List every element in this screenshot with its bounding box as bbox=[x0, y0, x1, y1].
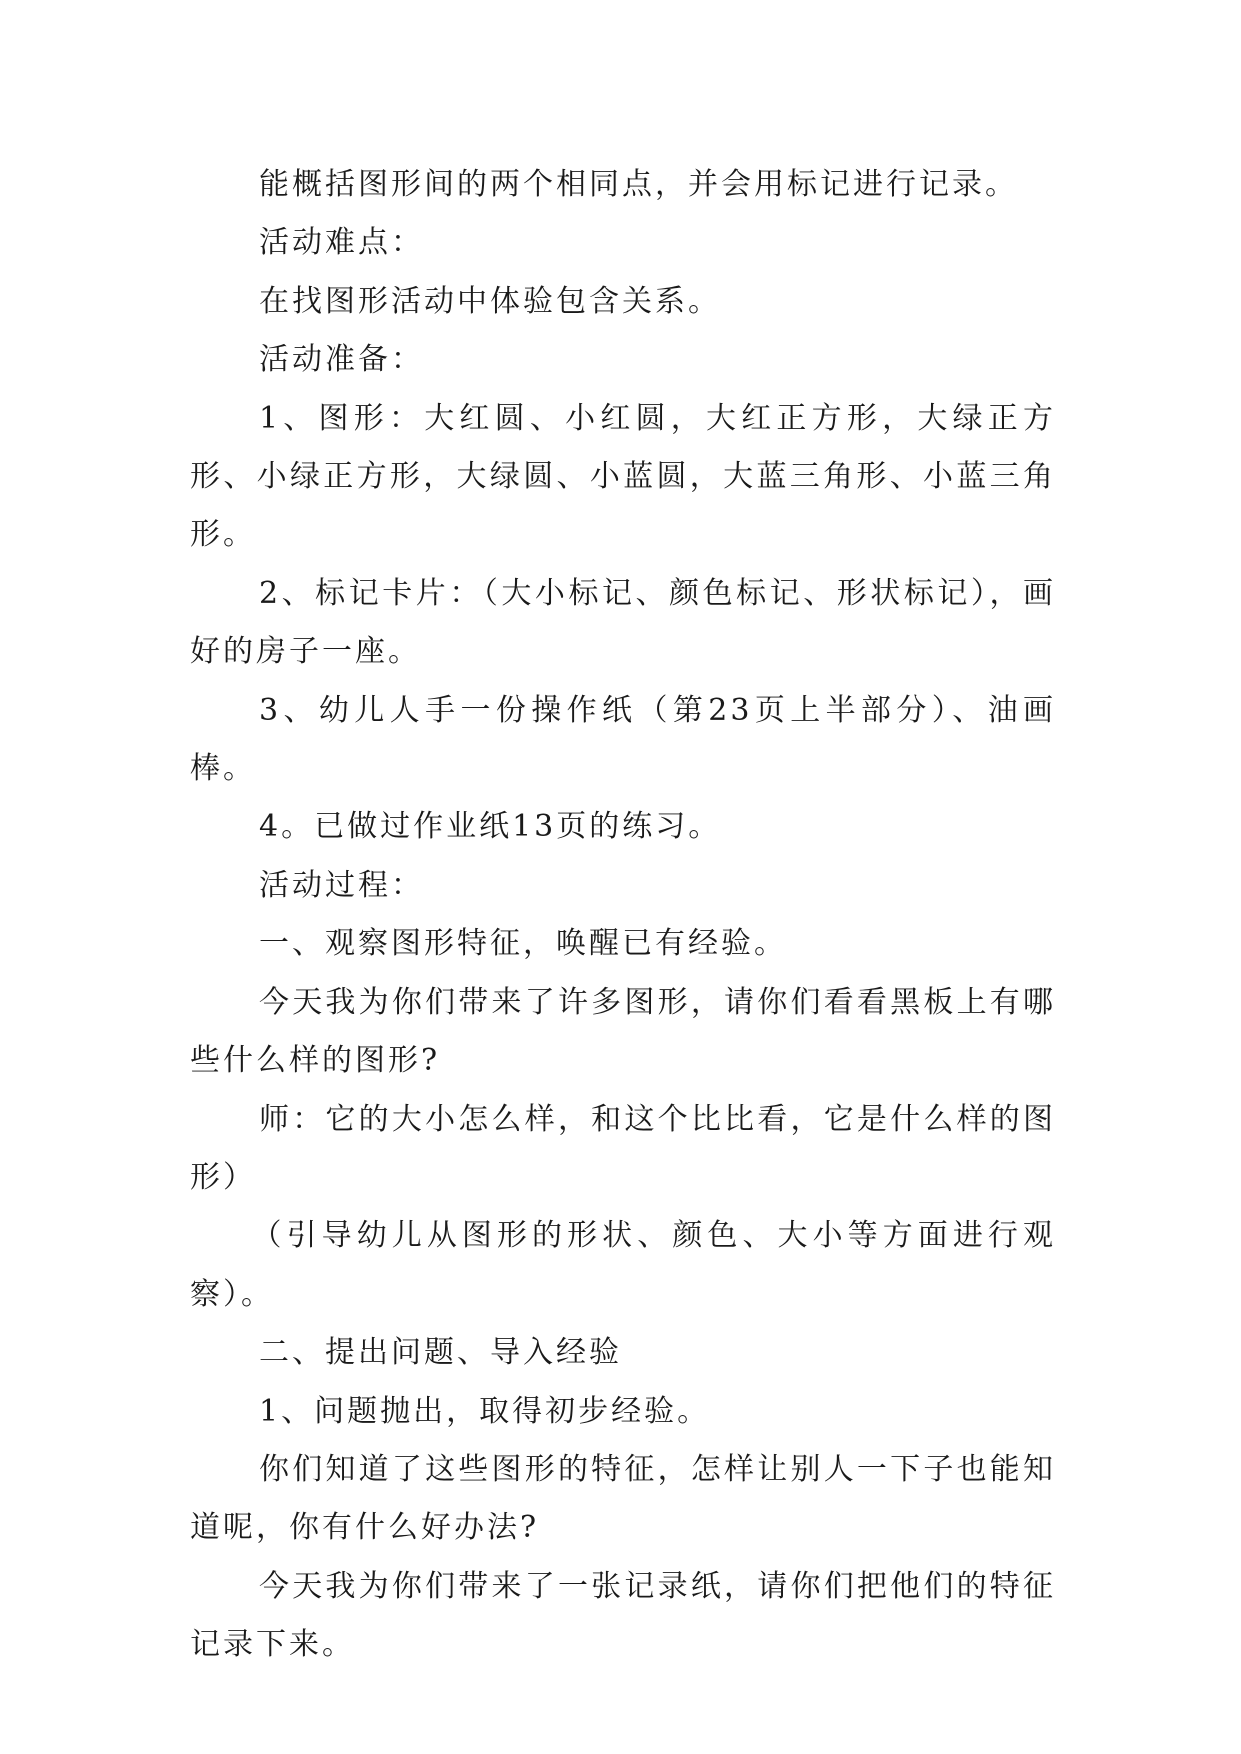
heading-preparation: 活动准备： bbox=[259, 342, 424, 378]
list-item-prep-1: 1、图形：大红圆、小红圆，大红正方形，大绿正方形、小绿正方形，大绿圆、小蓝圆，大蓝三角形、小蓝三角形。 bbox=[190, 400, 1056, 553]
paragraph-record: 今天我为你们带来了一张记录纸，请你们把他们的特征记录下来。 bbox=[190, 1568, 1056, 1663]
paragraph-guidance: （引导幼儿从图形的形状、颜色、大小等方面进行观察）。 bbox=[190, 1218, 1056, 1312]
paragraph-goal-summary: 能概括图形间的两个相同点，并会用标记进行记录。 bbox=[259, 167, 1018, 202]
paragraph-teacher-question: 师：它的大小怎么样，和这个比比看，它是什么样的图形） bbox=[190, 1101, 1056, 1195]
section-heading-2: 二、提出问题、导入经验 bbox=[259, 1335, 622, 1371]
list-item-step-1: 1、问题抛出，取得初步经验。 bbox=[259, 1393, 711, 1429]
paragraph-question: 你们知道了这些图形的特征，怎样让别人一下子也能知道呢，你有什么好办法? bbox=[190, 1451, 1056, 1546]
list-item-prep-4: 4。已做过作业纸13页的练习。 bbox=[259, 809, 722, 845]
document-body bbox=[190, 156, 1056, 1675]
list-item-prep-3: 3、幼儿人手一份操作纸（第23页上半部分）、油画棒。 bbox=[190, 692, 1056, 787]
heading-difficulty: 活动难点： bbox=[259, 225, 424, 261]
paragraph-intro-shapes: 今天我为你们带来了许多图形，请你们看看黑板上有哪些什么样的图形? bbox=[190, 984, 1056, 1079]
paragraph-difficulty: 在找图形活动中体验包含关系。 bbox=[259, 283, 721, 319]
section-heading-1: 一、观察图形特征，唤醒已有经验。 bbox=[259, 926, 787, 962]
heading-process: 活动过程： bbox=[259, 867, 424, 903]
list-item-prep-2: 2、标记卡片：（大小标记、颜色标记、形状标记），画好的房子一座。 bbox=[190, 575, 1056, 670]
